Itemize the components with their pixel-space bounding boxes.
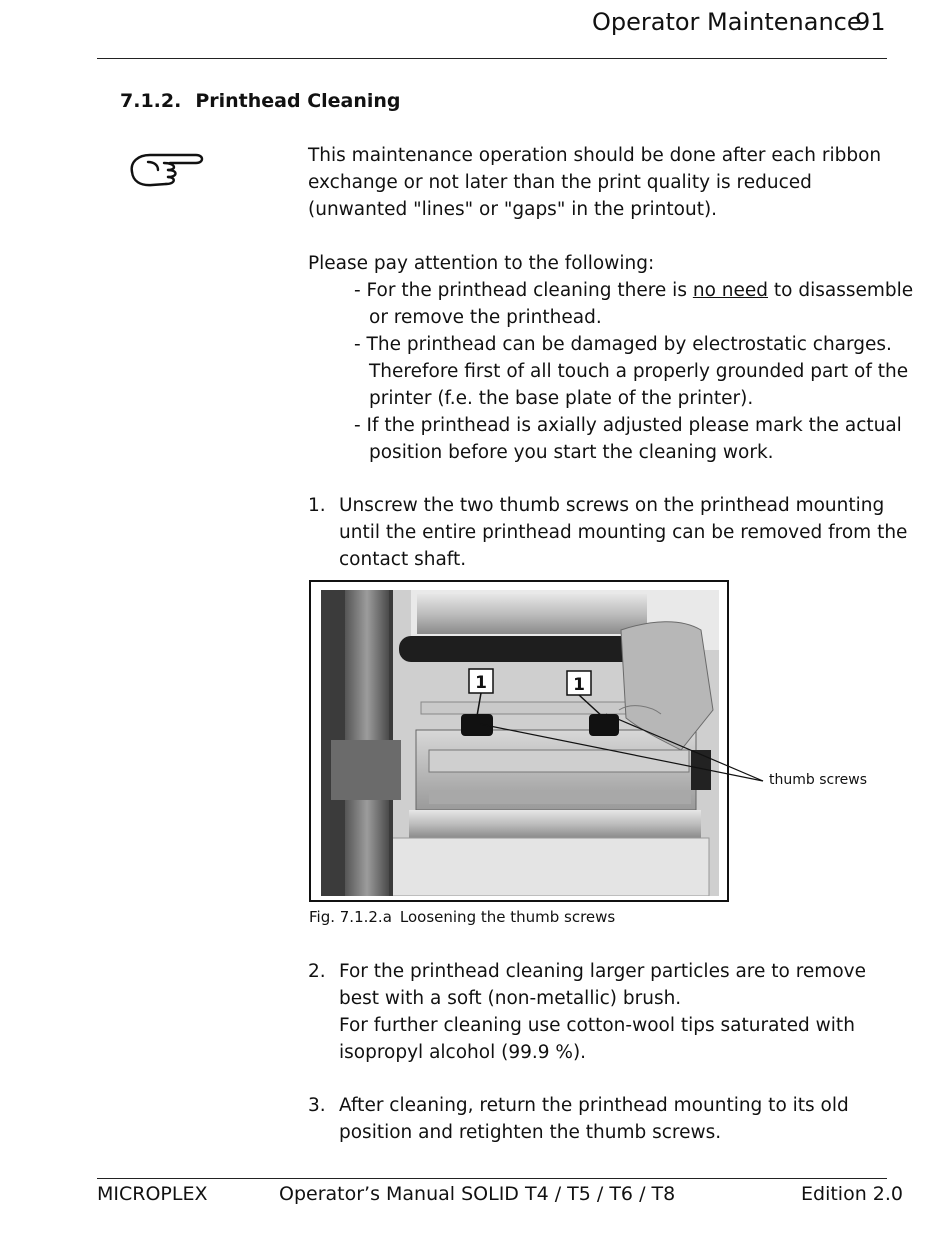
step-text: Unscrew the two thumb screws on the printhead mounting until the entire printhead mounting can be removed from the contact shaft. [339,495,908,570]
attention-lead: Please pay attention to the following: [308,253,655,274]
attention-item-text: to disassemble or remove the printhead. [369,280,914,328]
emphasis-no-need: no need [692,280,769,301]
step-text: For further cleaning use cotton-wool tips saturated with isopropyl alcohol (99.9 %). [339,1015,855,1063]
printer-photo [321,590,719,896]
section-number: 7.1.2. [120,90,182,112]
footer-manual-title: Operator’s Manual SOLID T4 / T5 / T6 / T8 [279,1183,676,1205]
step-number: 1. [308,495,326,516]
header-section-title: Operator Maintenance [592,8,862,36]
section-title: Printhead Cleaning [195,90,401,112]
attention-item: - If the printhead is axially adjusted please mark the actual position before you start the cleaning work. [354,415,902,463]
figure-label: Fig. 7.1.2.a [309,908,392,926]
photo-marker-2: 1 [573,675,585,695]
attention-list [354,277,914,466]
footer-edition: Edition 2.0 [801,1183,903,1205]
attention-item-text: - For the printhead cleaning there is [354,280,693,301]
step-number: 2. [308,961,326,982]
footer-rule [97,1178,887,1179]
step-number: 3. [308,1095,326,1116]
step-2 [308,958,908,1066]
callout-thumb-screws: thumb screws [769,772,868,788]
header-rule [97,58,887,59]
photo-marker-1: 1 [475,673,487,693]
step-1 [308,492,908,573]
footer-brand: MICROPLEX [97,1183,208,1205]
attention-item [354,277,914,331]
step-text: For the printhead cleaning larger particles are to remove best with a soft (non-metallic) brush. [339,961,866,1009]
step-3 [308,1092,908,1146]
pointing-hand-icon [124,146,210,192]
figure-caption [309,908,615,926]
figure-caption-text: Loosening the thumb screws [399,908,616,926]
section-heading [120,90,401,112]
figure-frame [309,580,729,902]
attention-item: - The printhead can be damaged by electrostatic charges. Therefore first of all touch a properly grounded part of the printer (f.e. the base plate of the printer). [354,334,909,409]
intro-paragraph: This maintenance operation should be done after each ribbon exchange or not later than the print quality is reduced (unwanted "lines" or "gaps" in the printout). [308,145,882,220]
page-number: 91 [855,8,886,36]
step-text: After cleaning, return the printhead mounting to its old position and retighten the thumb screws. [339,1095,849,1143]
